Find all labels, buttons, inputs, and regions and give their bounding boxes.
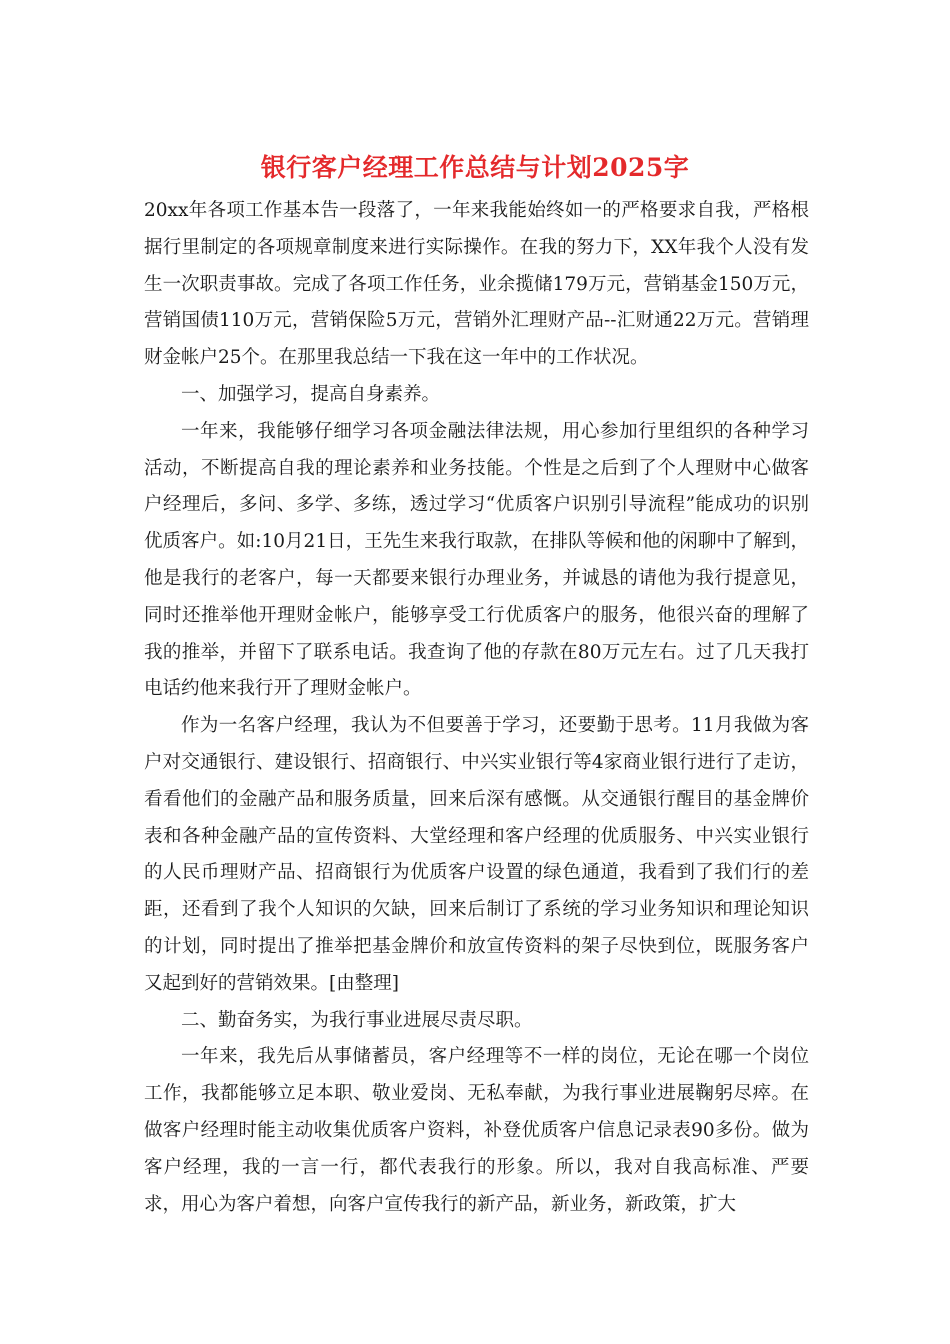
document-title: 银行客户经理工作总结与计划2025字 xyxy=(260,153,690,182)
section-heading-1: 一、加强学习，提高自身素养。 xyxy=(181,383,441,405)
document-body xyxy=(144,193,809,1223)
paragraph-intro: 20xx年各项工作基本告一段落了，一年来我能始终如一的严格要求自我，严格根据行里制定的各项规章制度来进行实际操作。在我的努力下，XX年我个人没有发生一次职责事故。完成了各项工作任务，业余揽储179万元，营销基金150万元，营销国债110万元，营销保险5万元，营销外汇理财产品--汇财通22万元。营销理财金帐户25个。在那里我总结一下我在这一年中的工作状况。 xyxy=(144,200,809,369)
paragraph-study: 一年来，我能够仔细学习各项金融法律法规，用心参加行里组织的各种学习活动，不断提高自我的理论素养和业务技能。个性是之后到了个人理财中心做客户经理后，多问、多学、多练，透过学习“优质客户识别引导流程”能成功的识别优质客户。如:10月21日，王先生来我行取款，在排队等候和他的闲聊中了解到，他是我行的老客户，每一天都要来银行办理业务，并诚恳的请他为我行提意见，同时还推举他开理财金帐户，能够享受工行优质客户的服务，他很兴奋的理解了我的推举，并留下了联系电话。我查询了他的存款在80万元左右。过了几天我打电话约他来我行开了理财金帐户。 xyxy=(144,420,809,700)
section-heading-2: 二、勤奋务实，为我行事业进展尽责尽职。 xyxy=(181,1009,533,1031)
paragraph-thinking: 作为一名客户经理，我认为不但要善于学习，还要勤于思考。11月我做为客户对交通银行、建设银行、招商银行、中兴实业银行等4家商业银行进行了走访，看看他们的金融产品和服务质量，回来后深有感慨。从交通银行醒目的基金牌价表和各种金融产品的宣传资料、大堂经理和客户经理的优质服务、中兴实业银行的人民币理财产品、招商银行为优质客户设置的绿色通道，我看到了我们行的差距，还看到了我个人知识的欠缺，回来后制订了系统的学习业务知识和理论知识的计划，同时提出了推举把基金牌价和放宣传资料的架子尽快到位，既服务客户又起到好的营销效果。[由整理] xyxy=(144,715,809,994)
paragraph-diligence: 一年来，我先后从事储蓄员，客户经理等不一样的岗位，无论在哪一个岗位工作，我都能够立足本职、敬业爱岗、无私奉献，为我行事业进展鞠躬尽瘁。在做客户经理时能主动收集优质客户资料，补登优质客户信息记录表90多份。做为客户经理，我的一言一行，都代表我行的形象。所以，我对自我高标准、严要求，用心为客户着想，向客户宣传我行的新产品，新业务，新政策，扩大 xyxy=(144,1046,809,1215)
